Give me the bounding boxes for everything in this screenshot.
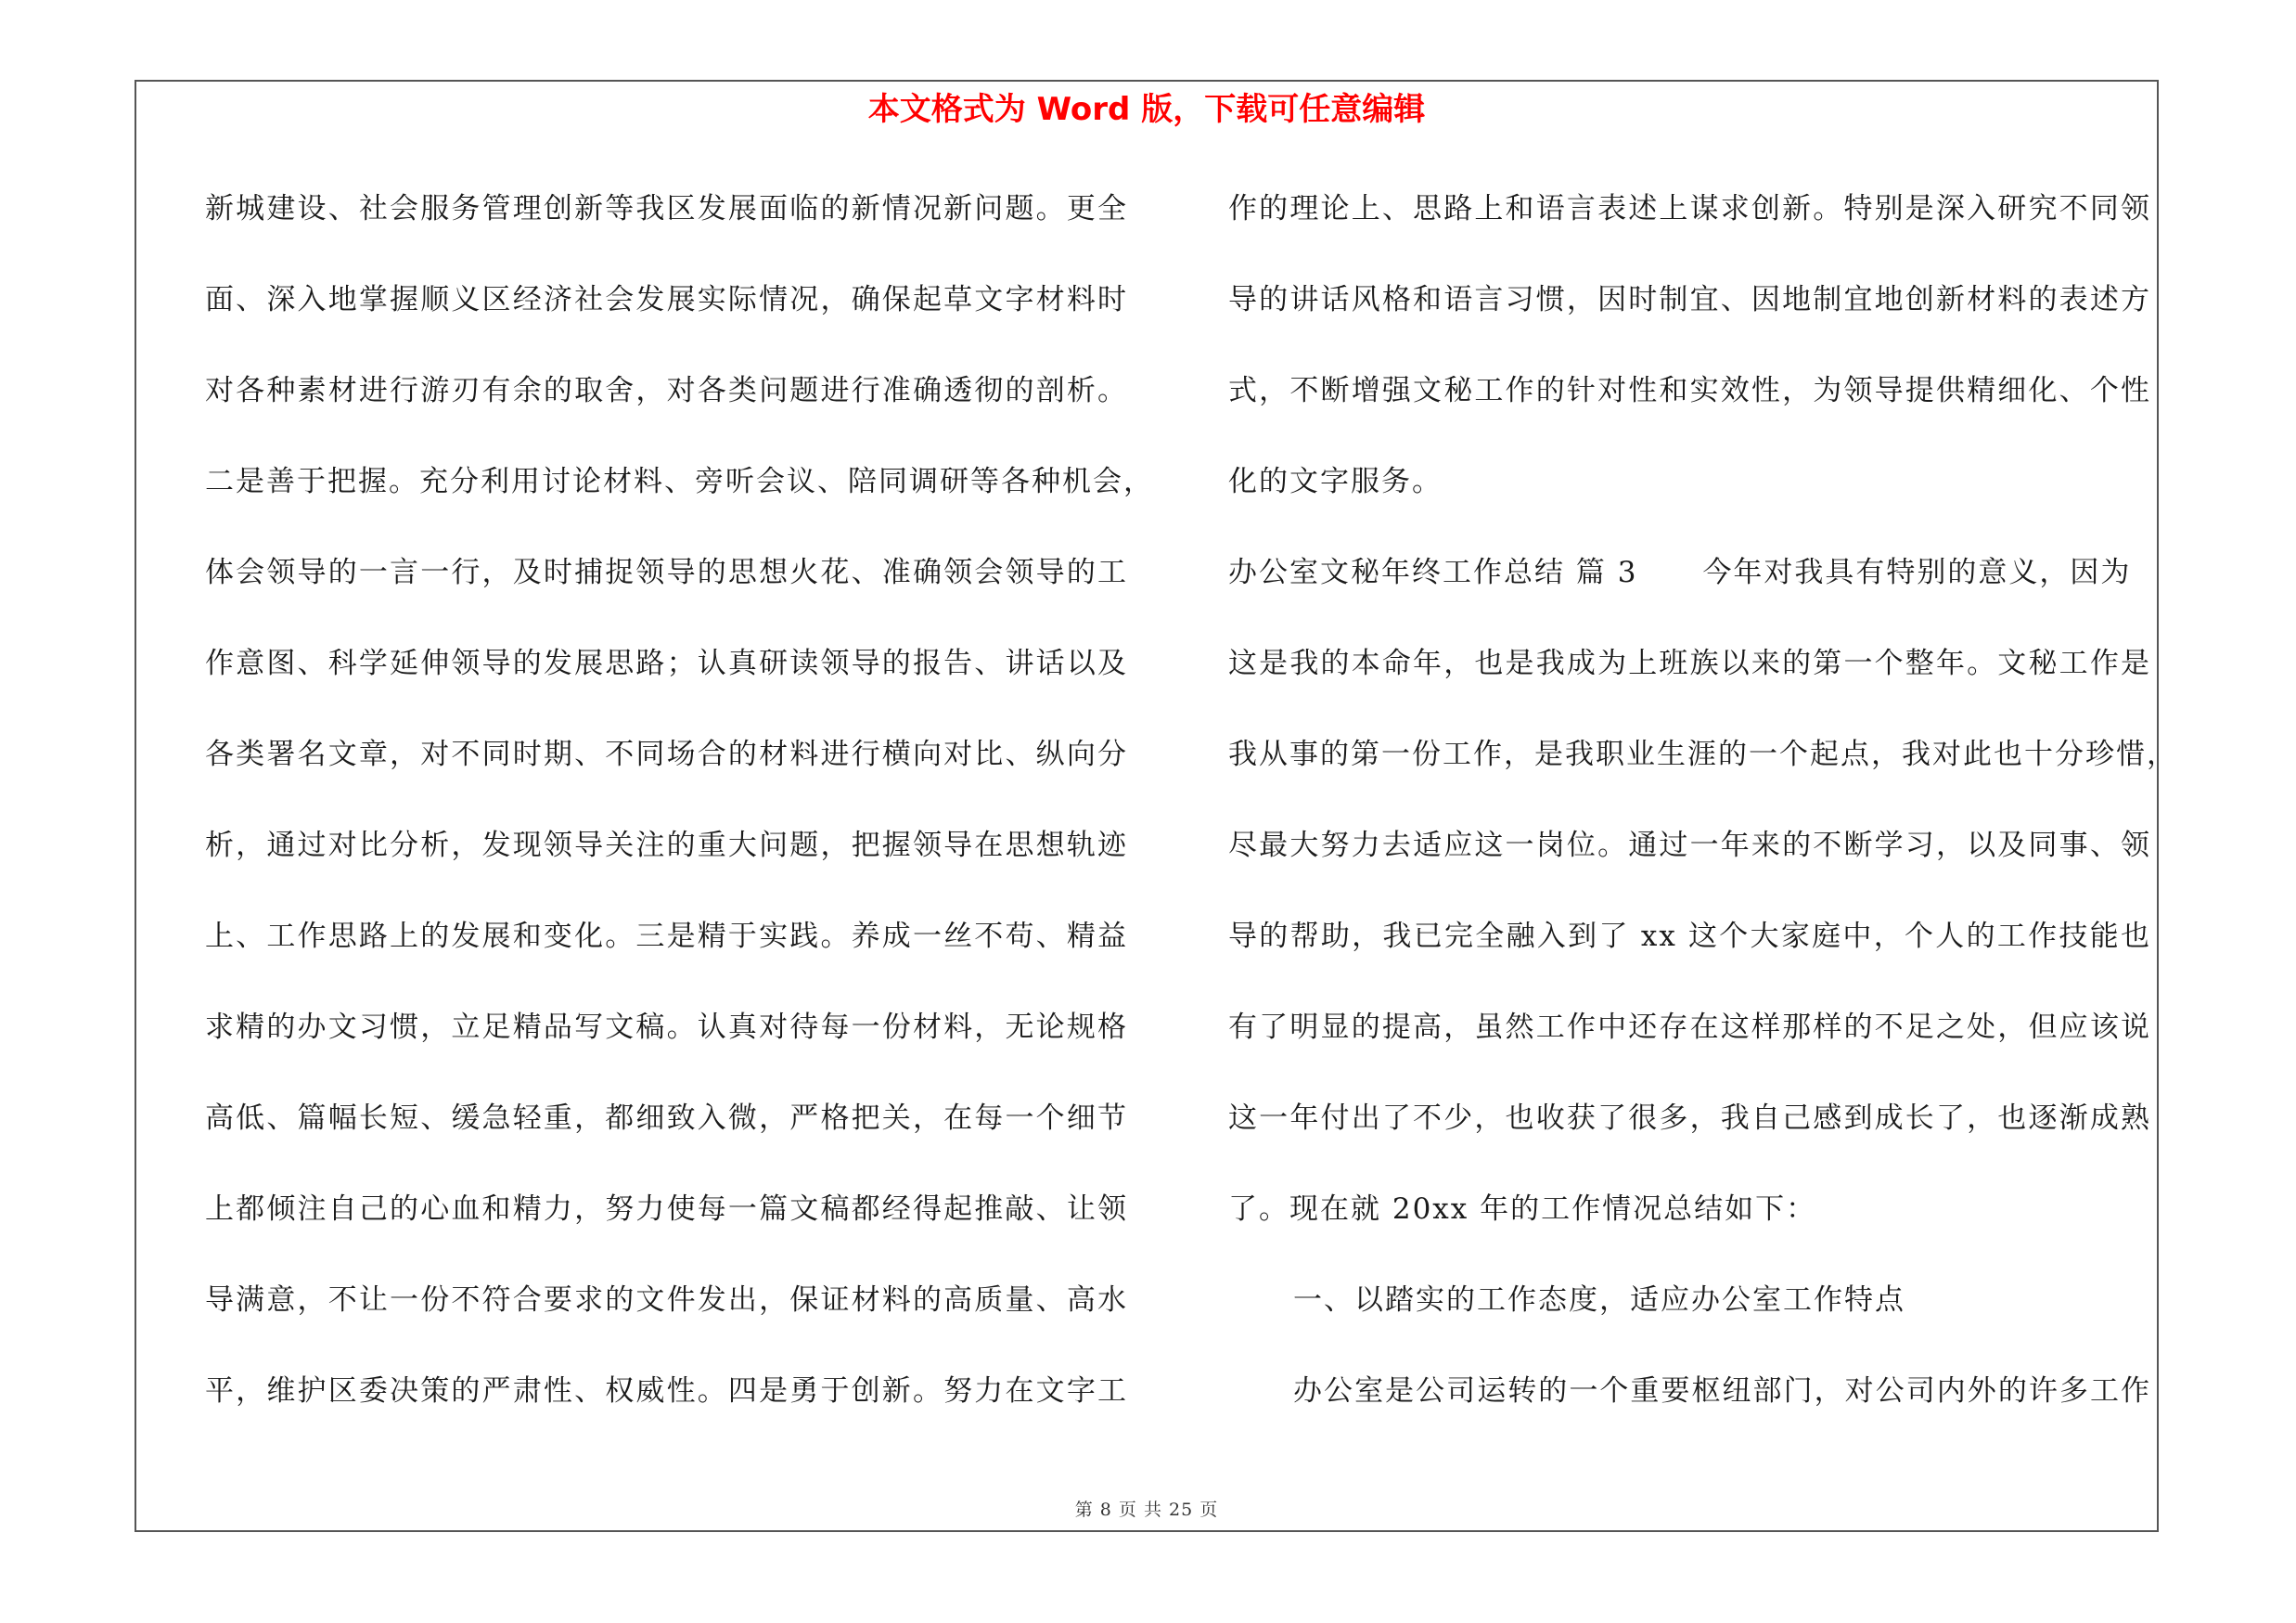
text-line: 各类署名文章，对不同时期、不同场合的材料进行横向对比、纵向分 <box>205 738 1128 771</box>
text-line: 尽最大努力去适应这一岗位。通过一年来的不断学习，以及同事、领 <box>1228 829 2151 862</box>
text-line: 上、工作思路上的发展和变化。三是精于实践。养成一丝不苟、精益 <box>205 920 1128 953</box>
section-heading: 一、以踏实的工作态度，适应办公室工作特点 <box>1293 1283 1905 1317</box>
text-line: 了。现在就 20xx 年的工作情况总结如下： <box>1228 1192 1817 1226</box>
text-line: 求精的办文习惯，立足精品写文稿。认真对待每一份材料，无论规格 <box>205 1011 1128 1044</box>
text-line: 这一年付出了不少，也收获了很多，我自己感到成长了，也逐渐成熟 <box>1228 1101 2151 1135</box>
text-line: 这是我的本命年，也是我成为上班族以来的第一个整年。文秘工作是 <box>1228 647 2151 680</box>
text-line: 式，不断增强文秘工作的针对性和实效性，为领导提供精细化、个性 <box>1228 374 2151 407</box>
text-line: 高低、篇幅长短、缓急轻重，都细致入微，严格把关，在每一个细节 <box>205 1101 1128 1135</box>
text-line: 上都倾注自己的心血和精力，努力使每一篇文稿都经得起推敲、让领 <box>205 1192 1128 1226</box>
text-line: 作意图、科学延伸领导的发展思路；认真研读领导的报告、讲话以及 <box>205 647 1128 680</box>
text-line: 析，通过对比分析，发现领导关注的重大问题，把握领导在思想轨迹 <box>205 829 1128 862</box>
text-line: 二是善于把握。充分利用讨论材料、旁听会议、陪同调研等各种机会， <box>205 465 1154 498</box>
text-line: 办公室是公司运转的一个重要枢纽部门，对公司内外的许多工作 <box>1293 1374 2151 1408</box>
text-line: 有了明显的提高，虽然工作中还存在这样那样的不足之处，但应该说 <box>1228 1011 2151 1044</box>
text-line: 平，维护区委决策的严肃性、权威性。四是勇于创新。努力在文字工 <box>205 1374 1128 1408</box>
text-line: 我从事的第一份工作，是我职业生涯的一个起点，我对此也十分珍惜， <box>1228 738 2177 771</box>
format-notice-banner: 本文格式为 Word 版，下载可任意编辑 <box>867 91 1426 128</box>
text-line: 新城建设、社会服务管理创新等我区发展面临的新情况新问题。更全 <box>205 192 1128 225</box>
article-heading: 办公室文秘年终工作总结 篇 3 <box>1228 556 1638 589</box>
text-line: 导的帮助，我已完全融入到了 xx 这个大家庭中，个人的工作技能也 <box>1228 920 2151 953</box>
text-line: 对各种素材进行游刃有余的取舍，对各类问题进行准确透彻的剖析。 <box>205 374 1128 407</box>
text-line: 导满意，不让一份不符合要求的文件发出，保证材料的高质量、高水 <box>205 1283 1128 1317</box>
document-page <box>135 80 2177 1532</box>
heading-continuation: 今年对我具有特别的意义，因为 <box>1702 556 2132 589</box>
text-line: 化的文字服务。 <box>1228 465 1443 498</box>
right-text-column <box>1228 163 2177 1436</box>
article-heading-line <box>1228 527 2151 618</box>
text-line: 作的理论上、思路上和语言表述上谋求创新。特别是深入研究不同领 <box>1228 192 2151 225</box>
page-number-footer: 第 8 页 共 25 页 <box>1074 1500 1219 1520</box>
text-line: 导的讲话风格和语言习惯，因时制宜、因地制宜地创新材料的表述方 <box>1228 283 2151 316</box>
left-text-column <box>205 163 1154 1436</box>
text-line: 面、深入地掌握顺义区经济社会发展实际情况，确保起草文字材料时 <box>205 283 1128 316</box>
text-line: 体会领导的一言一行，及时捕捉领导的思想火花、准确领会领导的工 <box>205 556 1128 589</box>
